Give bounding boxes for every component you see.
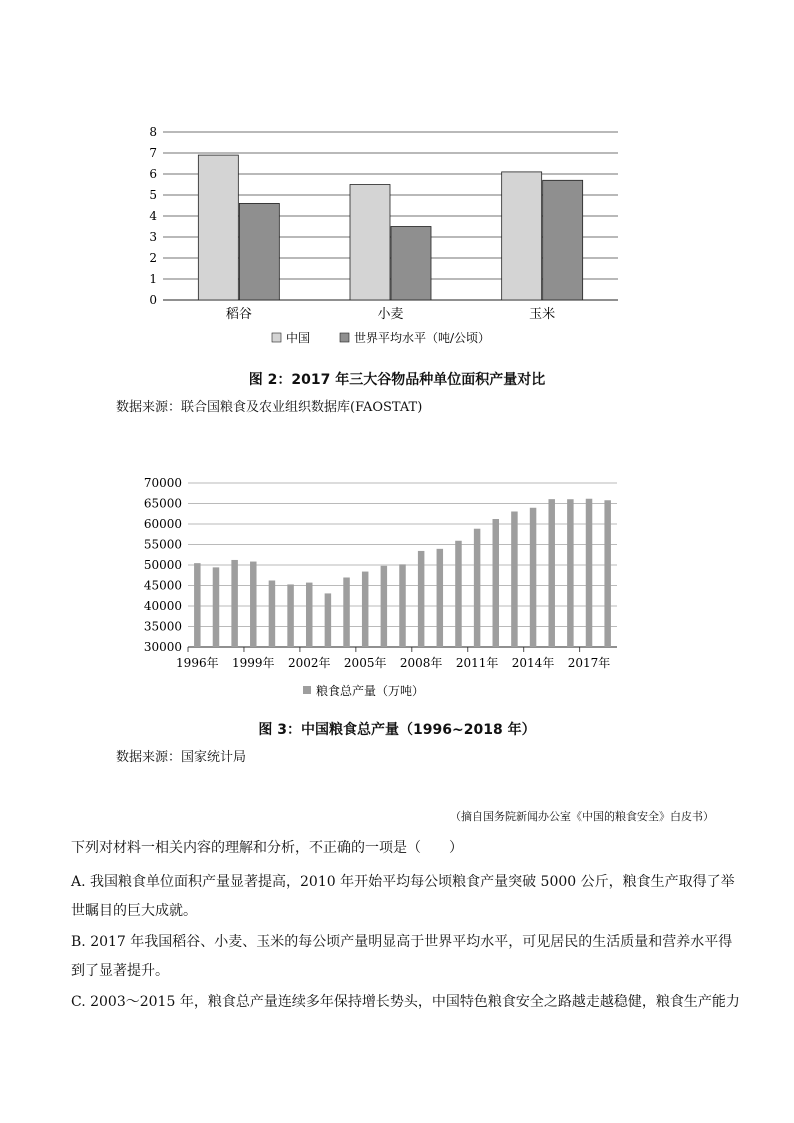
bar-1997 [213,567,220,647]
option-a-line-1: A. 我国粮食单位面积产量显著提高，2010 年开始平均每公顷粮食产量突破 5000 公斤，粮食生产取得了举 [71,874,735,890]
legend-swatch-1 [340,333,349,342]
bar-2015 [548,499,555,647]
y-tick-label: 60000 [143,517,182,531]
y-tick-label: 50000 [143,558,182,572]
bar-world-2 [543,180,583,300]
y-tick-label: 1 [149,272,157,286]
y-tick-label: 35000 [143,619,182,634]
x-tick-label: 2014年 [511,656,555,670]
bar-2006 [381,566,388,647]
bar-1999 [250,562,256,647]
bar-2009 [437,549,444,647]
y-tick-label: 65000 [143,496,182,511]
y-tick-label: 0 [149,293,157,307]
bar-1998 [231,560,238,647]
bar-world-1 [391,227,431,301]
y-tick-label: 2 [149,251,157,265]
x-tick-label: 玉米 [529,307,556,322]
option-c [71,988,740,1017]
option-a-line-2: 世瞩目的巨大成就。 [71,903,197,919]
question-stem [71,834,721,863]
legend-label: 粮食总产量（万吨） [316,684,425,698]
x-tick-label: 2008年 [399,656,443,670]
bar-2011 [474,529,481,647]
bar-2017 [586,499,593,647]
bar-china-1 [350,185,390,301]
bar-2013 [511,511,518,647]
bar-2010 [455,541,462,647]
y-tick-label: 4 [149,209,157,223]
x-tick-label: 2002年 [287,656,331,670]
y-tick-label: 70000 [143,476,182,490]
y-tick-label: 30000 [143,640,182,654]
x-tick-label: 2011年 [455,656,499,670]
x-tick-label: 2005年 [343,656,387,670]
y-tick-label: 8 [149,125,157,139]
bar-china-0 [198,155,238,300]
bar-2004 [343,578,350,647]
legend-swatch [303,686,311,694]
chart-fig3-grain-output [0,460,794,710]
option-b-line-2: 到了显著提升。 [71,963,169,979]
option-c-line-1: C. 2003～2015 年，粮食总产量连续多年保持增长势头，中国特色粮食安全之路越走越稳健，粮食生产能力 [71,994,740,1010]
option-b-line-1: B. 2017 年我国稻谷、小麦、玉米的每公顷产量明显高于世界平均水平，可见居民的生活质量和营养水平得 [71,934,733,950]
bar-2012 [493,519,500,647]
y-tick-label: 45000 [143,578,182,593]
bar-2002 [306,583,313,647]
question-stem-text: 下列对材料一相关内容的理解和分析，不正确的一项是（ ） [71,840,463,856]
y-tick-label: 3 [149,230,157,244]
bar-2005 [362,572,369,647]
bar-2001 [287,584,294,647]
option-a [71,868,735,926]
chart-fig2-cereal-yield [0,0,794,360]
option-b [71,928,733,986]
bar-china-2 [502,172,542,300]
figure2-source: 数据来源：联合国粮食及农业组织数据库(FAOSTAT) [116,400,423,415]
bar-2007 [399,564,406,647]
x-tick-label: 1999年 [232,656,275,670]
x-tick-label: 2017年 [567,656,611,670]
bar-2018 [604,500,611,647]
bar-2014 [530,508,537,647]
bar-2016 [567,499,574,647]
legend-swatch-0 [272,333,281,342]
x-tick-label: 1996年 [176,656,219,670]
x-tick-label: 稻谷 [225,307,252,322]
y-tick-label: 7 [149,146,157,160]
figure3-caption: 图 3：中国粮食总产量（1996~2018 年） [258,722,536,738]
bar-world-0 [239,203,279,300]
y-tick-label: 40000 [143,599,182,613]
bar-2000 [269,580,276,647]
legend-label-0: 中国 [286,331,311,345]
bar-2003 [325,593,332,647]
bar-2008 [418,551,425,647]
legend-label-1: 世界平均水平（吨/公顷） [354,331,491,345]
citation: （摘自国务院新闻办公室《中国的粮食安全》白皮书） [450,810,714,823]
x-tick-label: 小麦 [377,307,404,322]
figure2-caption: 图 2：2017 年三大谷物品种单位面积产量对比 [248,372,546,388]
y-tick-label: 5 [149,188,157,202]
y-tick-label: 6 [149,167,157,181]
bar-1996 [194,563,201,647]
figure3-source: 数据来源：国家统计局 [116,750,247,765]
y-tick-label: 55000 [143,537,182,552]
